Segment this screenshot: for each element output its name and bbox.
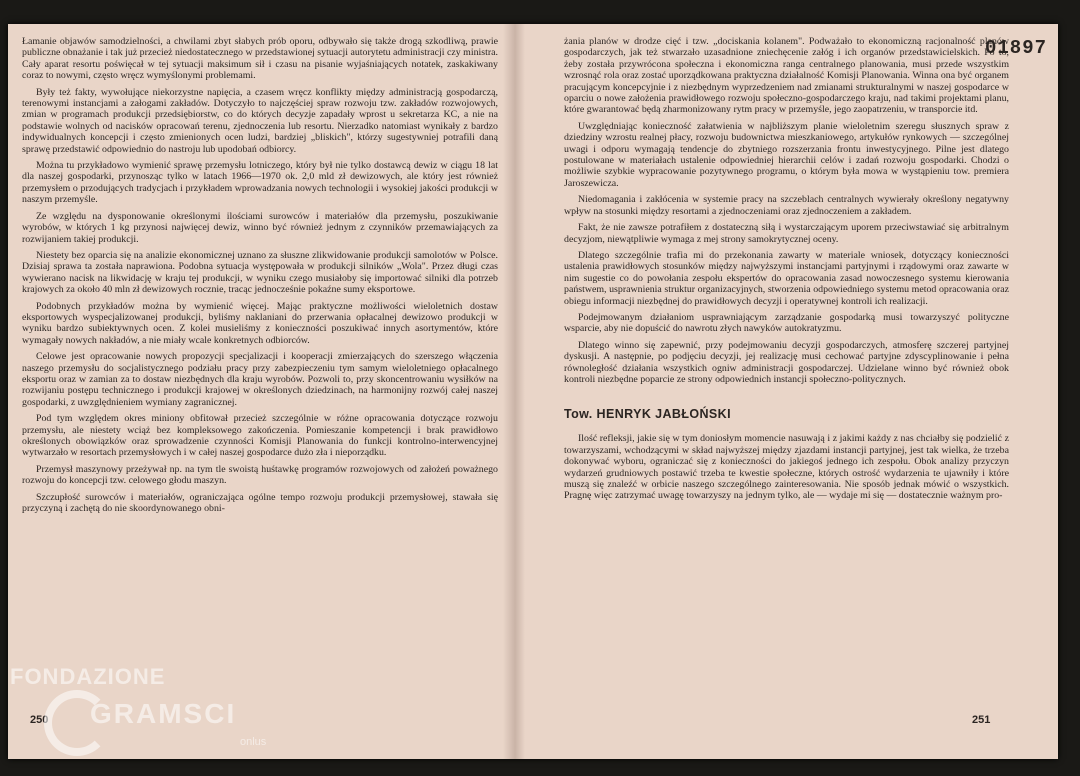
book-gutter xyxy=(503,24,525,759)
watermark-line2: GRAMSCI xyxy=(90,698,237,729)
paragraph: Dlatego winno się zapewnić, przy podejmowaniu decyzji gospodarczych, atmosferę szczerej partyjnej dyskusji. A następnie, po podjęciu decyzji, jej realizację musi cechować partyjne zdyscyplinowanie i pełna równoległość działania wszystkich ogniw administracji gospodarczej. Udzielane winno być również obok kontroli niezbędne poparcie ze strony odpowiednich instancji społeczno-politycznych. xyxy=(564,339,1009,385)
paragraph: Fakt, że nie zawsze potrafiłem z dostateczną siłą i wystarczającym uporem przeciwstawiać się arbitralnym decyzjom, niewątpliwie wymaga z mej strony samokrytycznej oceny. xyxy=(564,222,1009,245)
paragraph: Celowe jest opracowanie nowych propozycji specjalizacji i kooperacji zmierzających do szerszego włączenia naszego przemysłu do socjalistycznego podziału pracy przy zabezpieczeniu tym samym wieloletniego opłacalnego eksportu oraz w zamian za to dostaw niezbędnych dla kraju wyrobów. Pozwoli to, przy skoncentrowaniu wysiłków na rozwijaniu postępu technicznego i produkcji krajowej w określonych dziedzinach, na harmonijny rozwój całej naszej gospodarki, z uwzględnieniem wymiany zagranicznej. xyxy=(22,351,498,408)
watermark-logo xyxy=(10,660,270,755)
paragraph: Niestety bez oparcia się na analizie ekonomicznej uznano za słuszne zlikwidowanie produkcji samolotów w Polsce. Dzisiaj sprawa ta została naprawiona. Podobna sytuacja występowała w produkcji silników „Wola". Przez długi czas wywierano nacisk na likwidację w kraju tej produkcji, w wyniku czego musiałoby się importować silniki dla potrzeb krajowych za około 40 mln zł dewizowych rocznie, tracąc jednocześnie pokaźne sumy eksportowe. xyxy=(22,249,498,296)
paragraph: Przemysł maszynowy przeżywał np. na tym tle swoistą huśtawkę programów rozwojowych od założeń poważnego rozwoju do koncepcji tzw. celowego głodu maszyn. xyxy=(22,463,498,487)
paragraph: Ze względu na dysponowanie określonymi ilościami surowców i materiałów dla przemysłu, poszukiwanie wyrobów, w których 1 kg przynosi najwięcej dewiz, winno być również jednym z czynników przemawiających za rozwijaniem takiej produkcji. xyxy=(22,210,498,245)
paragraph: Szczupłość surowców i materiałów, ograniczająca ogólne tempo rozwoju produkcji przemysłowej, stawała się przyczyną i zachętą do nie skoordynowanego obni- xyxy=(22,491,498,515)
paragraph: Można tu przykładowo wymienić sprawę przemysłu lotniczego, który był nie tylko dostawcą dewiz w ciągu 18 lat dla naszej gospodarki, przynosząc tylko w latach 1966—1970 ok. 2,0 mld zł dewizowych, ale który jest również przemysłem o przodujących tradycjach i przykładem wprowadzania nowych technologii i wysokiej jakości produkcji w naszym przemyśle. xyxy=(22,160,498,206)
paragraph: żania planów w drodze cięć i tzw. „dociskania kolanem". Podważało to ekonomiczną racjonalność planów gospodarczych, jak też stwarzało uzasadnione zniechęcenie załóg i ich organów przedstawicielskich. Po to, żeby została przywrócona społeczna i ekonomiczna ranga centralnego planowania, musi przede wszystkim wzrosnąć rola oraz zostać uporządkowana praktyczna działalność Komisji Planowania. Winna ona być organem pracującym koncepcyjnie i z niezbędnym wyprzedzeniem nad zmianami strukturalnymi w naszej gospodarce w oparciu o nowe założenia prawidłowego rozwoju społeczno-gospodarczego kraju, nad takimi projektami planu, które gwarantować będą zharmonizowany rytm pracy w przemyśle, jego zaopatrzeniu, w transporcie itd. xyxy=(564,36,1009,116)
left-page xyxy=(22,36,498,519)
speaker-heading: Tow. HENRYK JABŁOŃSKI xyxy=(564,407,731,422)
paragraph: Były też fakty, wywołujące niekorzystne napięcia, a czasem wręcz konflikty między administracją gospodarczą, terenowymi instancjami a załogami zakładów. Dotyczyło to najczęściej spraw rozwoju tzw. zakładów rozwojowych, zmian w programach produkcji przedsiębiorstw, co do których decyzje zapadały wprost u sekretarza KC, a nie na podstawie wolnych od nacisków opracowań terenu, zjednoczenia lub resortu. Nierzadko natomiast wynikały z bardzo indywidualnych koncepcji i często zmienionych ocen ludzi, bardziej „bliskich", którzy sugestywniej potrafili daną sprawę przedstawić odpowiednio do nastroju lub upodobań odbiorcy. xyxy=(22,86,498,155)
page-number-left: 250 xyxy=(30,714,49,726)
paragraph: Dlatego szczególnie trafia mi do przekonania zawarty w materiale wniosek, dotyczący konieczności ustalenia prawidłowych stosunków między najwyższymi instancjami partyjnymi i rządowymi oraz zawarte w nim sugestie co do powołania zespołu ekspertów do opracowania zasad nowoczesnego systemu kierowania państwem, usprawnienia struktur organizacyjnych, stworzenia odpowiedniego systemu metod opracowania oraz obiegu informacji niezbędnej do prawidłowych decyzji i operatywnej kontroli ich realizacji. xyxy=(564,249,1009,307)
right-page xyxy=(564,36,1009,507)
paragraph: Łamanie objawów samodzielności, a chwilami zbyt słabych prób oporu, odbywało się także drogą szkodliwą, prawie publiczne obnażanie i tak już przecież niedostatecznego w przedstawionej sytuacji autorytetu administracji czy ministra. Cały aparat resortu poświęcał w tej sytuacji maksimum sił i czasu na pisanie wyjaśniających notatek, zaskakiwany coraz to nowymi, często wręcz wymyślonymi problemami. xyxy=(22,36,499,82)
paragraph: Podobnych przykładów można by wymienić więcej. Mając praktyczne możliwości wieloletnich dostaw eksportowych wyspecjalizowanej produkcji, byliśmy naklaniani do przerwania opłacalnej dewizowo produkcji w wyniku bardzo subiektywnych ocen. Z kolei musieliśmy z konieczności poszukiwać innych asortymentów, które wymagały nowych nakładów, a nie miały wcale konkretnych odbiorców. xyxy=(22,300,498,346)
paragraph: Podejmowanym działaniom usprawniającym zarządzanie gospodarką musi towarzyszyć polityczne wsparcie, aby nie dopuścić do nawrotu złych nawyków autokratyzmu. xyxy=(564,311,1009,335)
page-number-right: 251 xyxy=(972,714,991,726)
paragraph: Pod tym względem okres miniony obfitował przecież szczególnie w różne opracowania dotyczące rozwoju przemysłu, ale niestety wciąż bez kompleksowego zakończenia. Pomieszanie kompetencji i brak prawidłowo określonych obowiązków oraz sprowadzenie czynności Komisji Planowania do funkcji kontrolno-interwencyjnej wytwarzało w resortach przemysłowych i w całej naszej gospodarce dużo zła i nieporządku. xyxy=(22,413,498,459)
watermark-line3: onlus xyxy=(240,736,267,748)
paragraph: Ilość refleksji, jakie się w tym doniosłym momencie nasuwają i z jakimi każdy z nas chciałby się podzielić z towarzyszami, wchodzącymi w skład najwyższej między zjazdami instancji partyjnej, jest tak wielka, że trzeba dokonywać wyboru, ograniczać się z konieczności do jakiegoś jednego ich zespołu. Obok analizy przyczyn wydarzeń grudniowych postawić trzeba te kwestie społeczne, których ostrość wydarzenia te ujawniły i które muszą się znaleźć w orbicie naszego szczególnego zainteresowania. Nie sposób jednak mówić o wszystkich. Pragnę więc zatrzymać uwagę towarzyszy na jednym tylko, ale — wydaje mi się — dostatecznie ważnym pro- xyxy=(564,433,1009,502)
watermark-line1: FONDAZIONE xyxy=(10,664,166,689)
archive-stamp-number: 01897 xyxy=(985,37,1048,59)
book-spread xyxy=(8,24,1058,759)
paragraph: Uwzględniając konieczność załatwienia w najbliższym planie wieloletnim szeregu słusznych spraw z dziedziny wzrostu realnej płacy, rozwoju budownictwa mieszkaniowego, artykułów rynkowych — szczególnej uwagi i odporu wymagają tendencje do zbytniego rozszerzania frontu inwestycyjnego. Pilne jest dlatego postulowane w materiałach ustalenie odpowiedniej hierarchii celów i zadań rozwoju gospodarki. Chodzi o możliwie szybkie wypracowanie pozytywnego programu, o którym była mowa w wystąpieniu tow. premiera Jaroszewicza. xyxy=(564,120,1009,189)
paragraph: Niedomagania i zakłócenia w systemie pracy na szczeblach centralnych wywierały określony negatywny wpływ na stosunki między resortami a zjednoczeniami oraz zjednoczeniem a zakładem. xyxy=(564,194,1009,217)
